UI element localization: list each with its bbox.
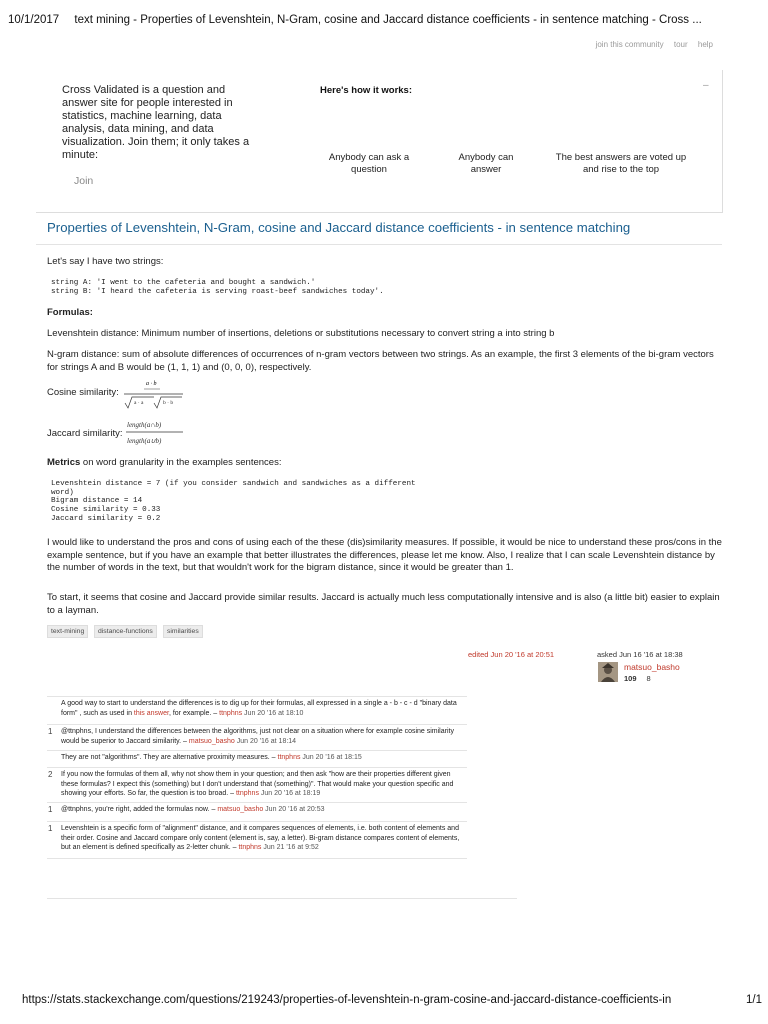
svg-text:length(a∩b): length(a∩b) [127,421,162,429]
comment-score: 2 [48,770,53,779]
svg-text:a · b: a · b [146,381,157,387]
comment-time: Jun 20 '16 at 20:53 [263,806,325,813]
tag-text-mining[interactable]: text-mining [47,625,88,638]
metrics-bold: Metrics [47,457,81,468]
comment-score: 1 [48,805,53,814]
jaccard-label: Jaccard similarity: [47,428,123,439]
top-links [588,40,713,49]
comment [47,821,467,859]
comment-user[interactable]: ttnphns [277,754,301,761]
metrics-rest: on word granularity in the examples sentences: [80,457,282,468]
step-answer: Anybody can answer [458,152,514,175]
user-name[interactable]: matsuo_basho [624,662,680,672]
step-ask: Anybody can ask a question [328,152,410,175]
levenshtein-definition: Levenshtein distance: Minimum number of insertions, deletions or substitutions necessary to convert string a into string b [47,328,555,339]
jaccard-formula-image [125,418,185,448]
title-divider [36,244,722,245]
metrics-code-block: Levenshtein distance = 7 (if you consider sandwich and sandwiches as a different word) Bigram distance = 14 Cosine similarity = 0.33 Jaccard similarity = 0.2 [51,480,416,523]
asked-date: asked Jun 16 '16 at 18:38 [597,650,683,659]
comment-text: Levenshtein is a specific form of "alignment" distance, and it compares sequences of elements, i.e. both content of elements and their order. Cosine and Jaccard compare only content (element is, say, a letter). Bi-gram distance compares content of elements, but an element is defined specifically as 2-letter chunk. – ttnphns Jun 21 '16 at 9:52 [61,825,460,852]
print-title: text mining - Properties of Levenshtein, N-Gram, cosine and Jaccard distance coefficients - in sentence matching - Cross ... [74,14,702,26]
question-title[interactable]: Properties of Levenshtein, N-Gram, cosine and Jaccard distance coefficients - in sentence matching [47,220,631,235]
comment [47,767,467,802]
tour-link[interactable]: tour [673,40,688,49]
comment-score: 1 [48,727,53,736]
svg-text:a · a: a · a [134,400,144,406]
comment-text: @ttnphns, you're right, added the formulas now. – matsuo_basho Jun 20 '16 at 20:53 [61,806,325,813]
question-intro: Let's say I have two strings: [47,256,164,267]
comment [47,724,467,751]
bronze-badge-count: 8 [646,674,651,683]
comment-time: Jun 20 '16 at 18:10 [242,709,304,717]
comment-user[interactable]: ttnphns [238,844,262,852]
comment-time: Jun 21 '16 at 9:52 [261,844,319,852]
user-reputation [624,674,651,683]
comment-text: If you now the formulas of them all, why not show them in your question; and then ask "how are their properties different given these formulas? I expect this (something) but I don't understand that (something)". That would make your question specific and showing your efforts. So far, the question is too broad. – ttnphns Jun 20 '16 at 18:19 [61,771,454,798]
join-community-link[interactable]: join this community [595,40,664,49]
comment-user[interactable]: matsuo_basho [188,737,235,745]
banner-intro: Cross Validated is a question and answer site for people interested in statistics, machine learning, data analysis, data mining, and data visualization. Join them; it only takes a minute: [62,84,250,161]
comment [47,696,467,723]
reputation-score: 109 [624,674,637,683]
comment-time: Jun 20 '16 at 18:14 [234,737,297,745]
cosine-label: Cosine similarity: [47,387,119,398]
print-footer-url: https://stats.stackexchange.com/questions/219243/properties-of-levenshtein-n-gram-cosine-and-jaccard-distance-coefficients-in [22,994,672,1006]
metrics-heading [47,457,727,470]
comment [47,750,467,767]
comment-text: @ttnphns, I understand the differences between the algorithms, just not clear on a situation where for example cosine similarity would be superior to Jaccard similarity. – matsuo_basho Jun 20 '16 at 18:14 [61,728,454,745]
how-it-works-heading: Here's how it works: [320,85,413,96]
comment-time: Jun 20 '16 at 18:15 [300,754,362,761]
dismiss-banner-button[interactable]: – [703,80,709,91]
svg-text:b · b: b · b [163,400,174,406]
ngram-definition: N-gram distance: sum of absolute differences of occurrences of n-gram vectors between two strings. As an example, the first 3 elements of the bi-gram vectors for strings A and B would be (1, 1, 1) and (0, 0, 0), respectively. [47,349,714,373]
comment-text: A good way to start to understand the differences is to dig up for their formulas, all expressed in a single a - b - c - d "binary data form" , such as used in this answer, for example. – ttnphns Jun 20 '16 at 18:10 [61,700,457,717]
print-page-number: 1/1 [746,994,762,1006]
user-avatar[interactable] [598,662,618,682]
comment-user[interactable]: ttnphns [235,790,259,798]
tag-distance-functions[interactable]: distance-functions [94,625,157,638]
comment-user[interactable]: ttnphns [219,709,243,717]
comment-score: 1 [48,824,53,833]
cosine-formula-image [122,379,184,411]
tag-similarities[interactable]: similarities [163,625,203,638]
formulas-heading: Formulas: [47,307,93,318]
answer-link[interactable]: this answer [133,709,169,717]
comment-text: They are not "algorithms". They are alternative proximity measures. – ttnphns Jun 20 '16 at 18:15 [61,754,362,761]
print-date: 10/1/2017 [8,14,60,26]
question-paragraph-1: I would like to understand the pros and cons of using each of the these (dis)similarity measures. If possible, it would be nice to understand these pros/cons in the example sentence, but if you have an example that better illustrates the differences, please let me know. Also, I realize that I can scale Levenshtein distance by the number of words in the text, but that wouldn't work for the bigram distance, since it would be greater than 1. [47,537,722,573]
question-paragraph-2: To start, it seems that cosine and Jaccard provide similar results. Jaccard is actually much less computationally intensive and is also (a little bit) easier to explain to a layman. [47,592,720,616]
step-vote: The best answers are voted up and rise to the top [555,152,687,175]
edited-link[interactable]: edited Jun 20 '16 at 20:51 [468,650,555,659]
help-link[interactable]: help [697,40,713,49]
section-divider [47,898,517,899]
svg-text:length(a∪b): length(a∪b) [127,437,162,445]
strings-code-block: string A: 'I went to the cafeteria and bought a sandwich.' string B: 'I heard the cafeteria is serving roast-beef sandwiches today'. [51,279,384,296]
print-header [8,14,702,26]
join-button[interactable]: Join [74,175,94,187]
comment [47,802,467,819]
comment-time: Jun 20 '16 at 18:19 [258,790,321,798]
comment-user[interactable]: matsuo_basho [217,806,264,813]
